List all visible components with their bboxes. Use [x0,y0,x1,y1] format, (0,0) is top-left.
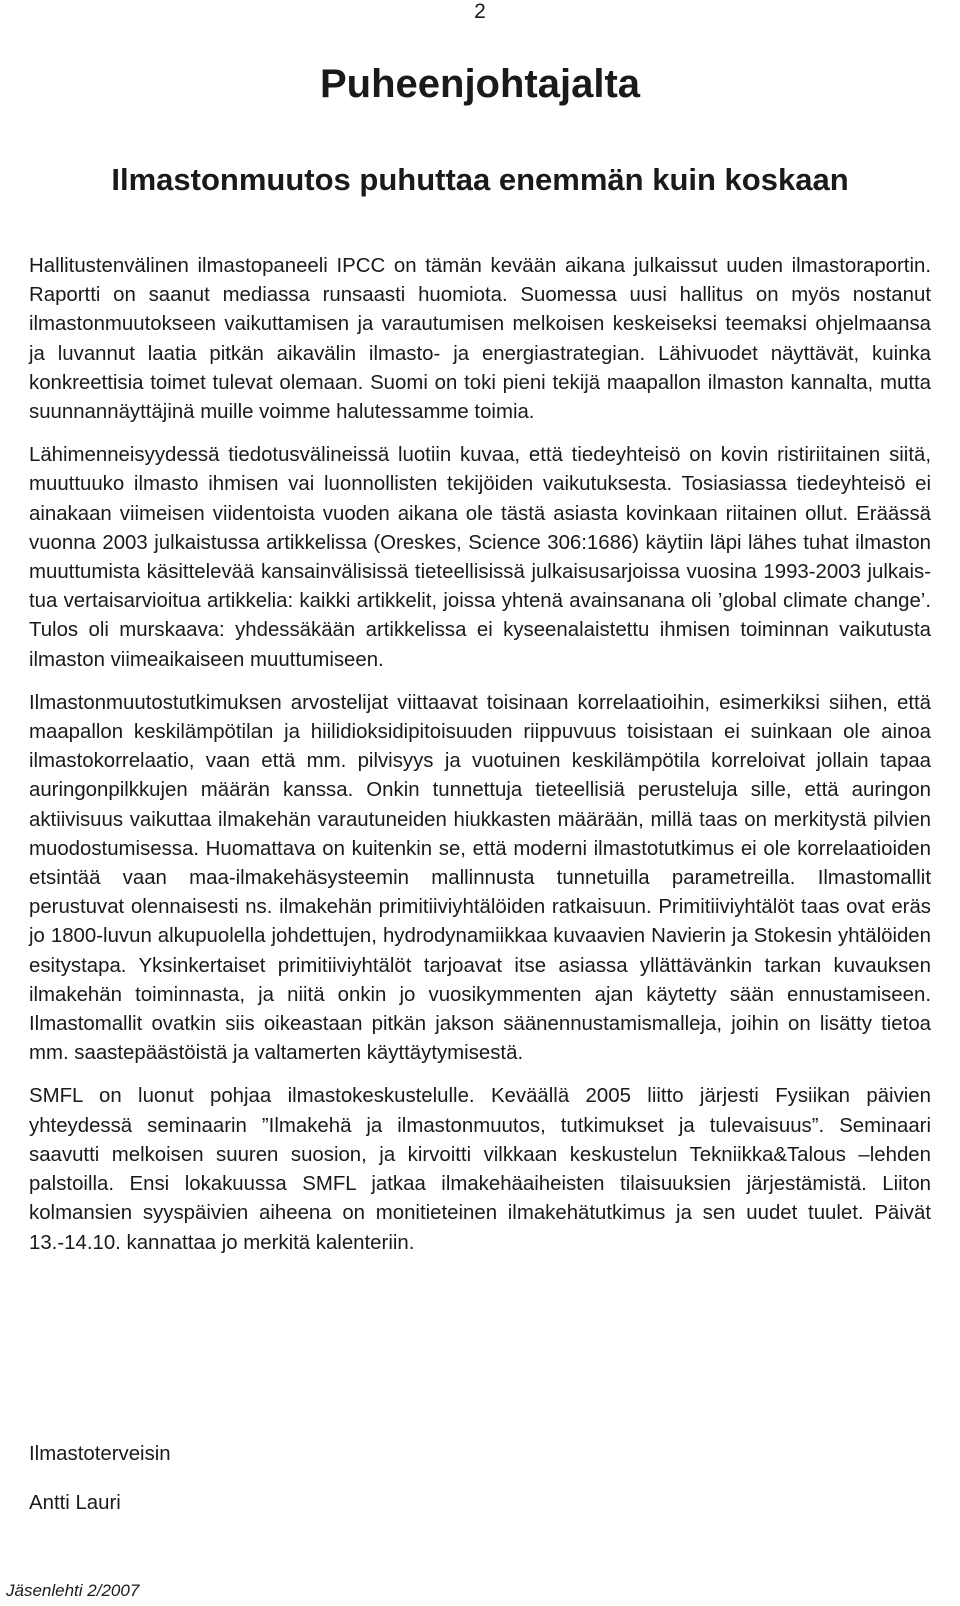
footer-publication: Jäsenlehti 2/2007 [6,1581,140,1600]
closing-greeting: Ilmastoterveisin [29,1443,171,1465]
article-body [29,252,931,1272]
author-signature: Antti Lauri [29,1492,121,1514]
paragraph-3: Ilmastonmuutostutkimuksen arvostelijat viittaavat toisinaan korrelaatioihin, esimerkiksi siihen, että maapallon keskilämpötilan ja hiilidioksidipitoisuuden riippuvuus toisistaan ei suinkaan ole ainoa ilmastokorrelaatio, vaan että mm. pilvisyys ja vuotuinen keskilämpötila korreloivat jollain tapaa auringonpilkkujen määrän kanssa. Onkin tunnettuja tieteellisiä perusteluja sille, että auringon aktiivisuus vaikuttaa ilmakehän varautuneiden hiukkasten määrään, millä taas on merkitystä pilvien muodostumisessa. Huomattava on kuitenkin se, että moderni ilmastotutkimus ei ole korrelaatioiden etsintää vaan maa-ilmakehäsysteemin mallinnusta tunnetuilla parametreilla. Ilmastomallit perustuvat olennaisesti ns. ilmakehän primitiiviyhtälöiden ratkaisuun. Primitiiviyhtälöt taas ovat eräs jo 1800-luvun alkupuolella johdettujen, hydrodynamiikkaa kuvaavien Navierin ja Stokesin yhtälöiden esitystapa. Yksinkertaiset primitiiviyhtälöt tarjoavat itse asiassa yllättävänkin tarkan kuvauksen ilmakehän toiminnasta, ja niitä onkin jo vuosikymmenten ajan käytetty sään ennustamiseen. Ilmastomallit ovatkin siis oikeastaan pitkän jakson säänennustamismalleja, joihin on lisätty tietoa mm. saastepäästöistä ja valtamerten käyttäytymisestä. [29,691,931,1065]
paragraph-1: Hallitustenvälinen ilmastopaneeli IPCC on tämän kevään aikana julkaissut uuden ilmastoraportin. Raportti on saanut mediassa runsaasti huomiota. Suomessa uusi hallitus on myös nostanut ilmastonmuutokseen vaikuttamisen ja varautumisen melkoisen keskeiseksi teemaksi ohjelmaansa ja luvannut laatia pitkän aikavälin ilmasto- ja energiastrategian. Lähivuodet näyttävät, kuinka konkreettisia toimet tulevat olemaan. Suomi on toki pieni tekijä maapallon ilmaston kannalta, mutta suunnannäyttäjinä muille voimme halutessamme toimia. [29,255,931,424]
paragraph-4: SMFL on luonut pohjaa ilmastokeskustelulle. Keväällä 2005 liitto järjesti Fysiikan päivien yhteydessä seminaarin ”Ilmakehä ja ilmastonmuutos, tutkimukset ja tulevaisuus”. Seminaari saavutti melkoisen suuren suosion, ja kirvoitti vilkkaan keskustelun Tekniikka&Talous –lehden palstoilla. Ensi lokakuussa SMFL jatkaa ilmakehäaiheisten tilaisuuksien järjestämistä. Liiton kolmansien syyspäivien aiheena on monitieteinen ilmakehätutkimus ja sen uudet tuulet. Päivät 13.-14.10. kannattaa jo merkitä kalenteriin. [29,1085,931,1254]
paragraph-2: Lähimenneisyydessä tiedotusvälineissä luotiin kuvaa, että tiedeyhteisö on kovin ristiriitainen siitä, muuttuuko ilmasto ihmisen vai luonnollisten tekijöiden vaikutuksesta. Tosiasiassa tiedeyhteisö ei ainakaan viimeisen viidentoista vuoden aikana ole tästä asiasta kovinkaan riitainen ollut. Eräässä vuonna 2003 julkaistussa artikkelissa (Oreskes, Science 306:1686) käytiin läpi lähes tuhat ilmaston muuttumista käsittelevää kansainvälisissä tieteellisissä julkaisusarjoissa vuosina 1993-2003 julkaistua vertaisarvioitua artikkelia: kaikki artikkelit, joissa yhtenä avainsanana oli ’global climate change’. Tulos oli murskaava: yhdessäkään artikkelissa ei kyseenalaistettu ihmisen toiminnan vaikutusta ilmaston viimeaikaiseen muuttumiseen. [29,444,931,671]
page-number: 2 [474,0,486,23]
page-title: Puheenjohtajalta [319,62,641,106]
article-subtitle: Ilmastonmuutos puhuttaa enemmän kuin koskaan [111,162,849,197]
